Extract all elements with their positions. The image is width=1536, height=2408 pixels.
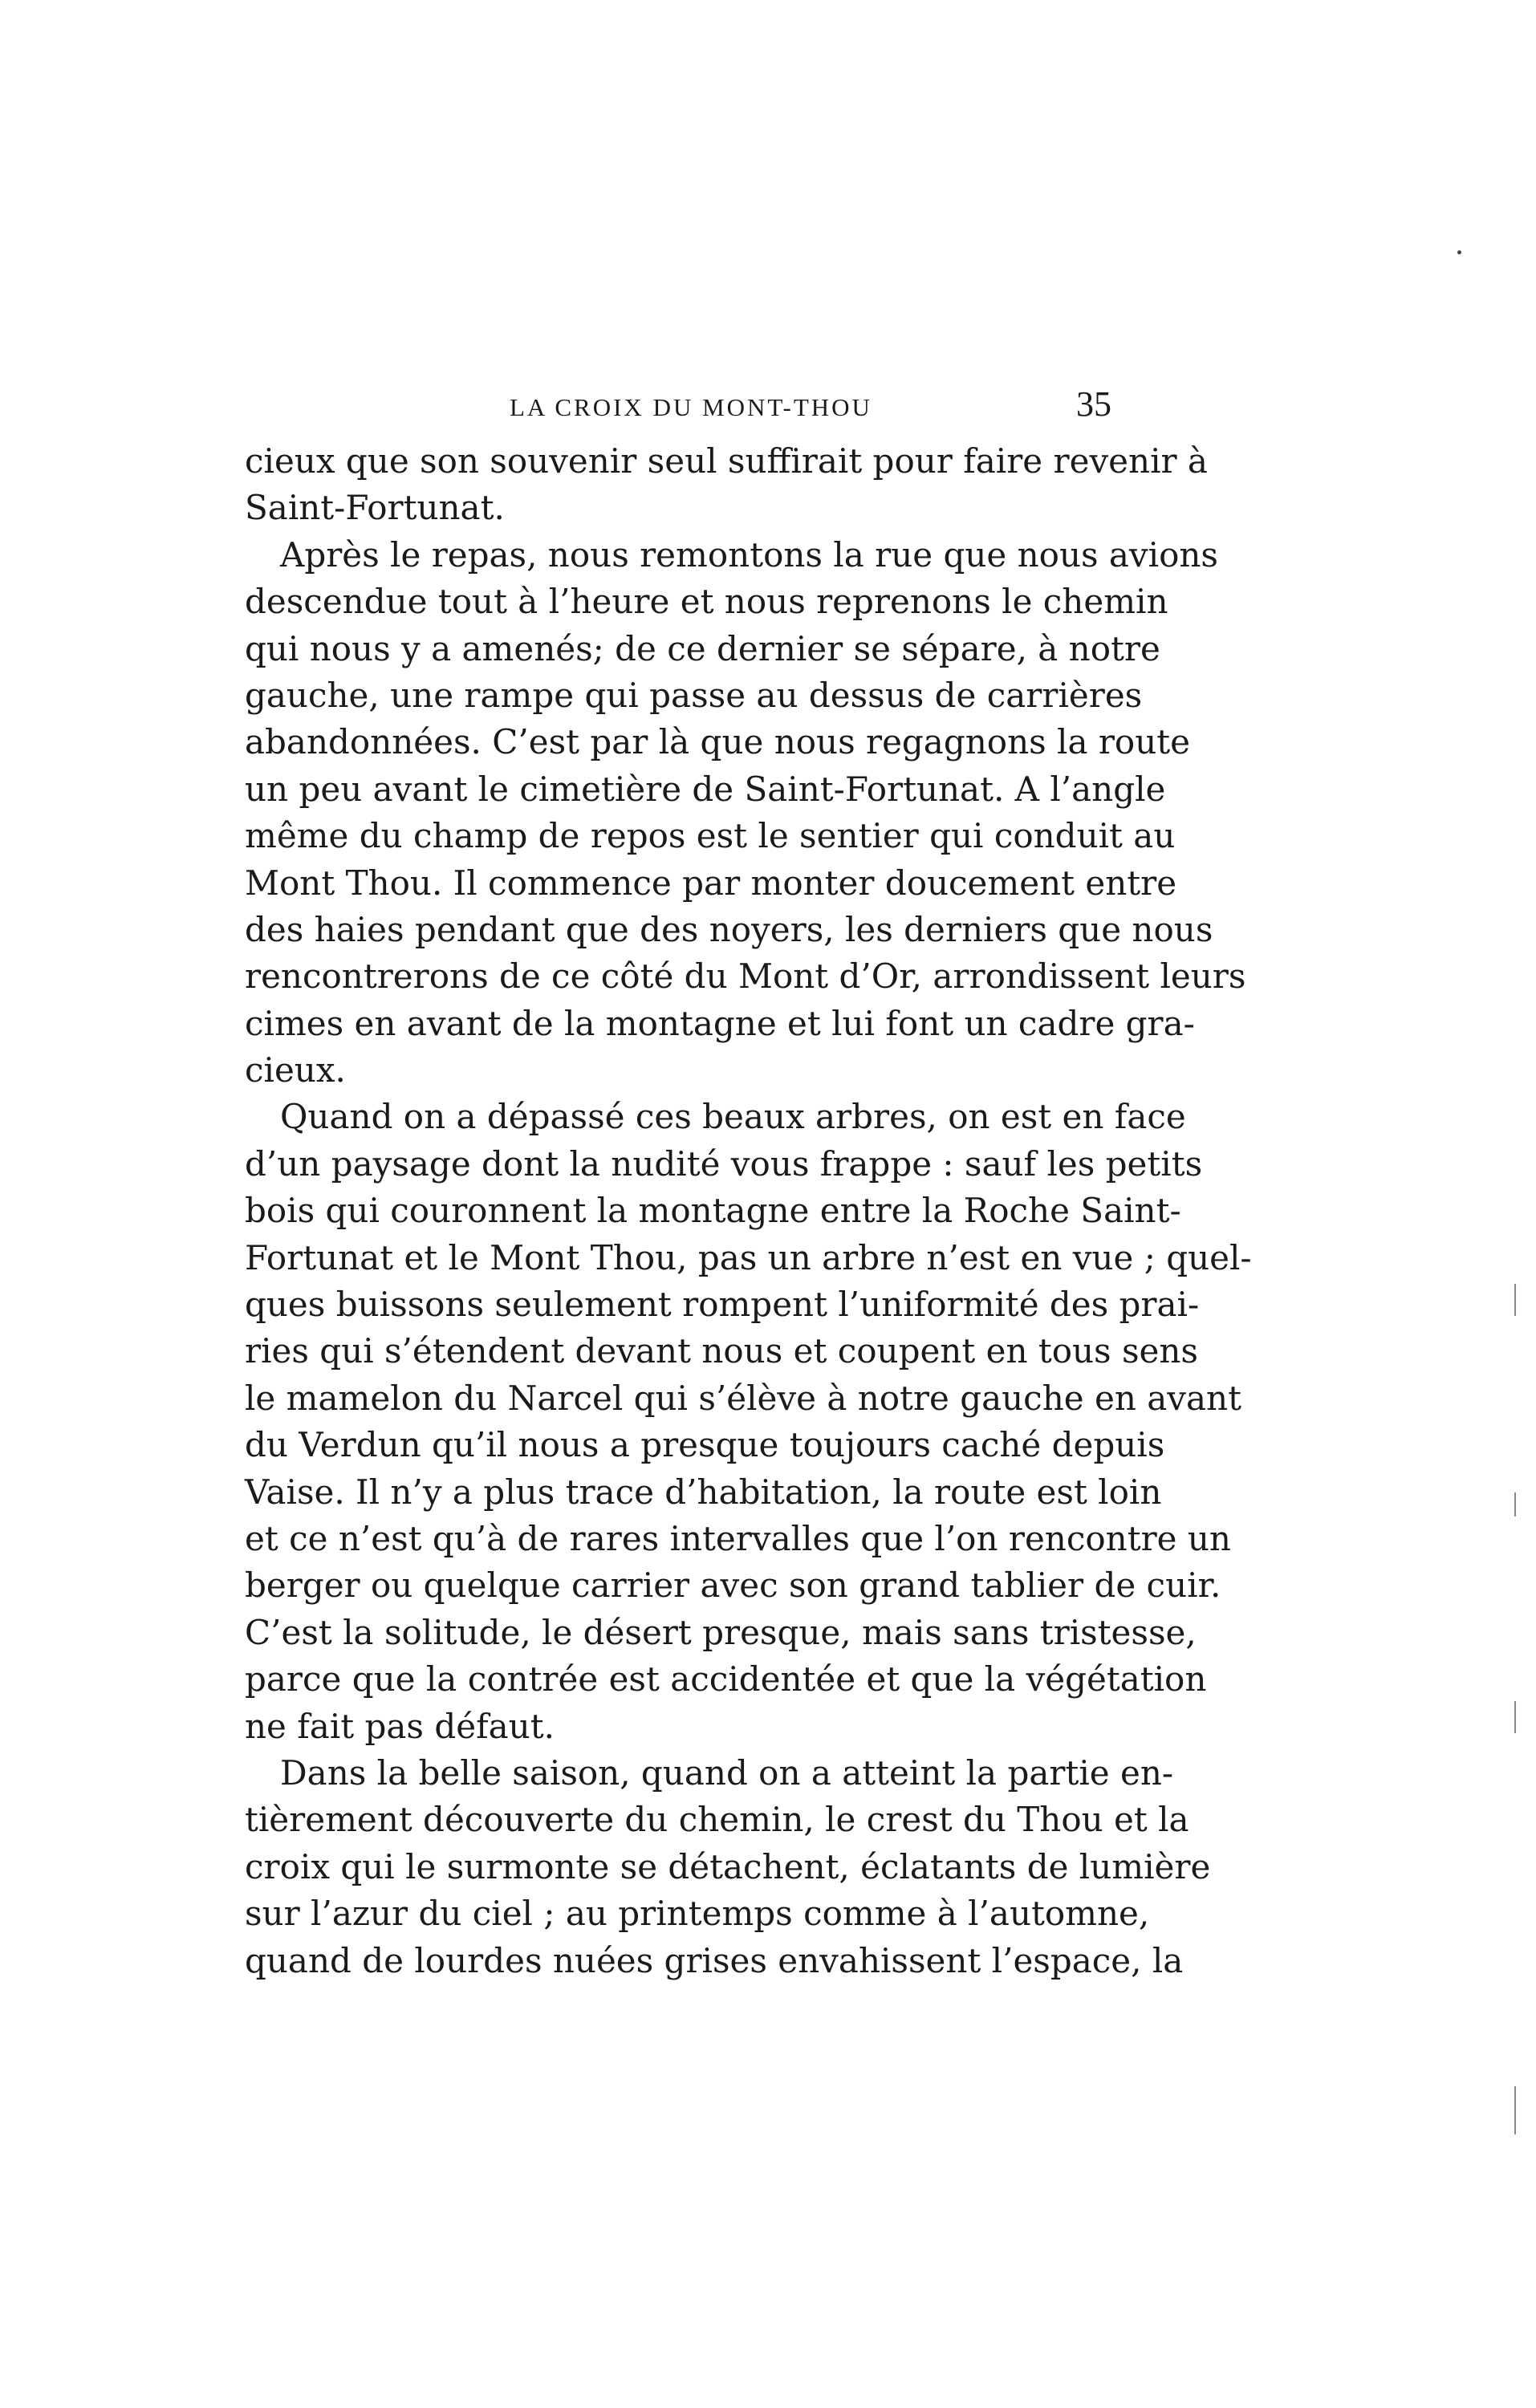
text-line: Après le repas, nous remontons la rue que nous avions	[280, 534, 1218, 575]
text-line: qui nous y a amenés; de ce dernier se sépare, à notre	[245, 628, 1160, 668]
text-line: le mamelon du Narcel qui s’élève à notre gauche en avant	[245, 1378, 1241, 1418]
text-line: même du champ de repos est le sentier qui conduit au	[245, 816, 1176, 856]
text-line: berger ou quelque carrier avec son grand tablier de cuir.	[245, 1565, 1221, 1606]
text-line: ne fait pas défaut.	[245, 1706, 555, 1746]
text-line: cimes en avant de la montagne et lui font un cadre gra-	[245, 1003, 1195, 1043]
scan-margin-mark	[1514, 2086, 1516, 2134]
text-line: gauche, une rampe qui passe au dessus de carrières	[245, 675, 1143, 715]
text-line: cieux.	[245, 1050, 346, 1090]
scan-speck	[1457, 250, 1461, 254]
text-line: des haies pendant que des noyers, les derniers que nous	[245, 909, 1213, 949]
scan-margin-mark	[1514, 1701, 1516, 1733]
running-title: LA CROIX DU MONT-THOU	[510, 393, 872, 421]
running-header	[245, 384, 1111, 440]
scan-margin-mark	[1514, 1284, 1516, 1316]
text-line: Fortunat et le Mont Thou, pas un arbre n’est en vue ; quel-	[245, 1237, 1252, 1277]
page-number: 35	[1076, 384, 1111, 424]
text-line: d’un paysage dont la nudité vous frappe : sauf les petits	[245, 1143, 1203, 1184]
text-line: sur l’azur du ciel ; au printemps comme à l’automne,	[245, 1894, 1150, 1934]
text-line: rencontrerons de ce côté du Mont d’Or, arrondissent leurs	[245, 956, 1246, 997]
text-line: parce que la contrée est accidentée et que la végétation	[245, 1659, 1207, 1699]
text-line: bois qui couronnent la montagne entre la Roche Saint-	[245, 1191, 1181, 1231]
text-line: Quand on a dépassé ces beaux arbres, on est en face	[280, 1097, 1186, 1137]
text-line: Mont Thou. Il commence par monter doucement entre	[245, 863, 1177, 903]
text-line: et ce n’est qu’à de rares intervalles que l’on rencontre un	[245, 1518, 1231, 1558]
text-line: cieux que son souvenir seul suffirait pour faire revenir à	[245, 441, 1208, 481]
text-line: tièrement découverte du chemin, le crest du Thou et la	[245, 1800, 1189, 1840]
text-line: ques buissons seulement rompent l’uniformité des prai-	[245, 1285, 1200, 1325]
text-line: Dans la belle saison, quand on a atteint la partie en-	[280, 1752, 1174, 1793]
text-line: descendue tout à l’heure et nous reprenons le chemin	[245, 582, 1168, 622]
text-line: C’est la solitude, le désert presque, mais sans tristesse,	[245, 1612, 1197, 1652]
text-line: quand de lourdes nuées grises envahissent l’espace, la	[245, 1940, 1184, 1980]
body-text	[245, 438, 1252, 1984]
text-line: abandonnées. C’est par là que nous regagnons la route	[245, 722, 1190, 762]
text-line: du Verdun qu’il nous a presque toujours caché depuis	[245, 1425, 1165, 1465]
text-line: Vaise. Il n’y a plus trace d’habitation, la route est loin	[245, 1472, 1162, 1512]
text-line: croix qui le surmonte se détachent, éclatants de lumière	[245, 1846, 1211, 1886]
text-line: Saint-Fortunat.	[245, 488, 505, 528]
scan-margin-mark	[1514, 1492, 1516, 1517]
text-line: un peu avant le cimetière de Saint-Fortunat. A l’angle	[245, 769, 1166, 809]
text-line: ries qui s’étendent devant nous et coupent en tous sens	[245, 1331, 1198, 1371]
